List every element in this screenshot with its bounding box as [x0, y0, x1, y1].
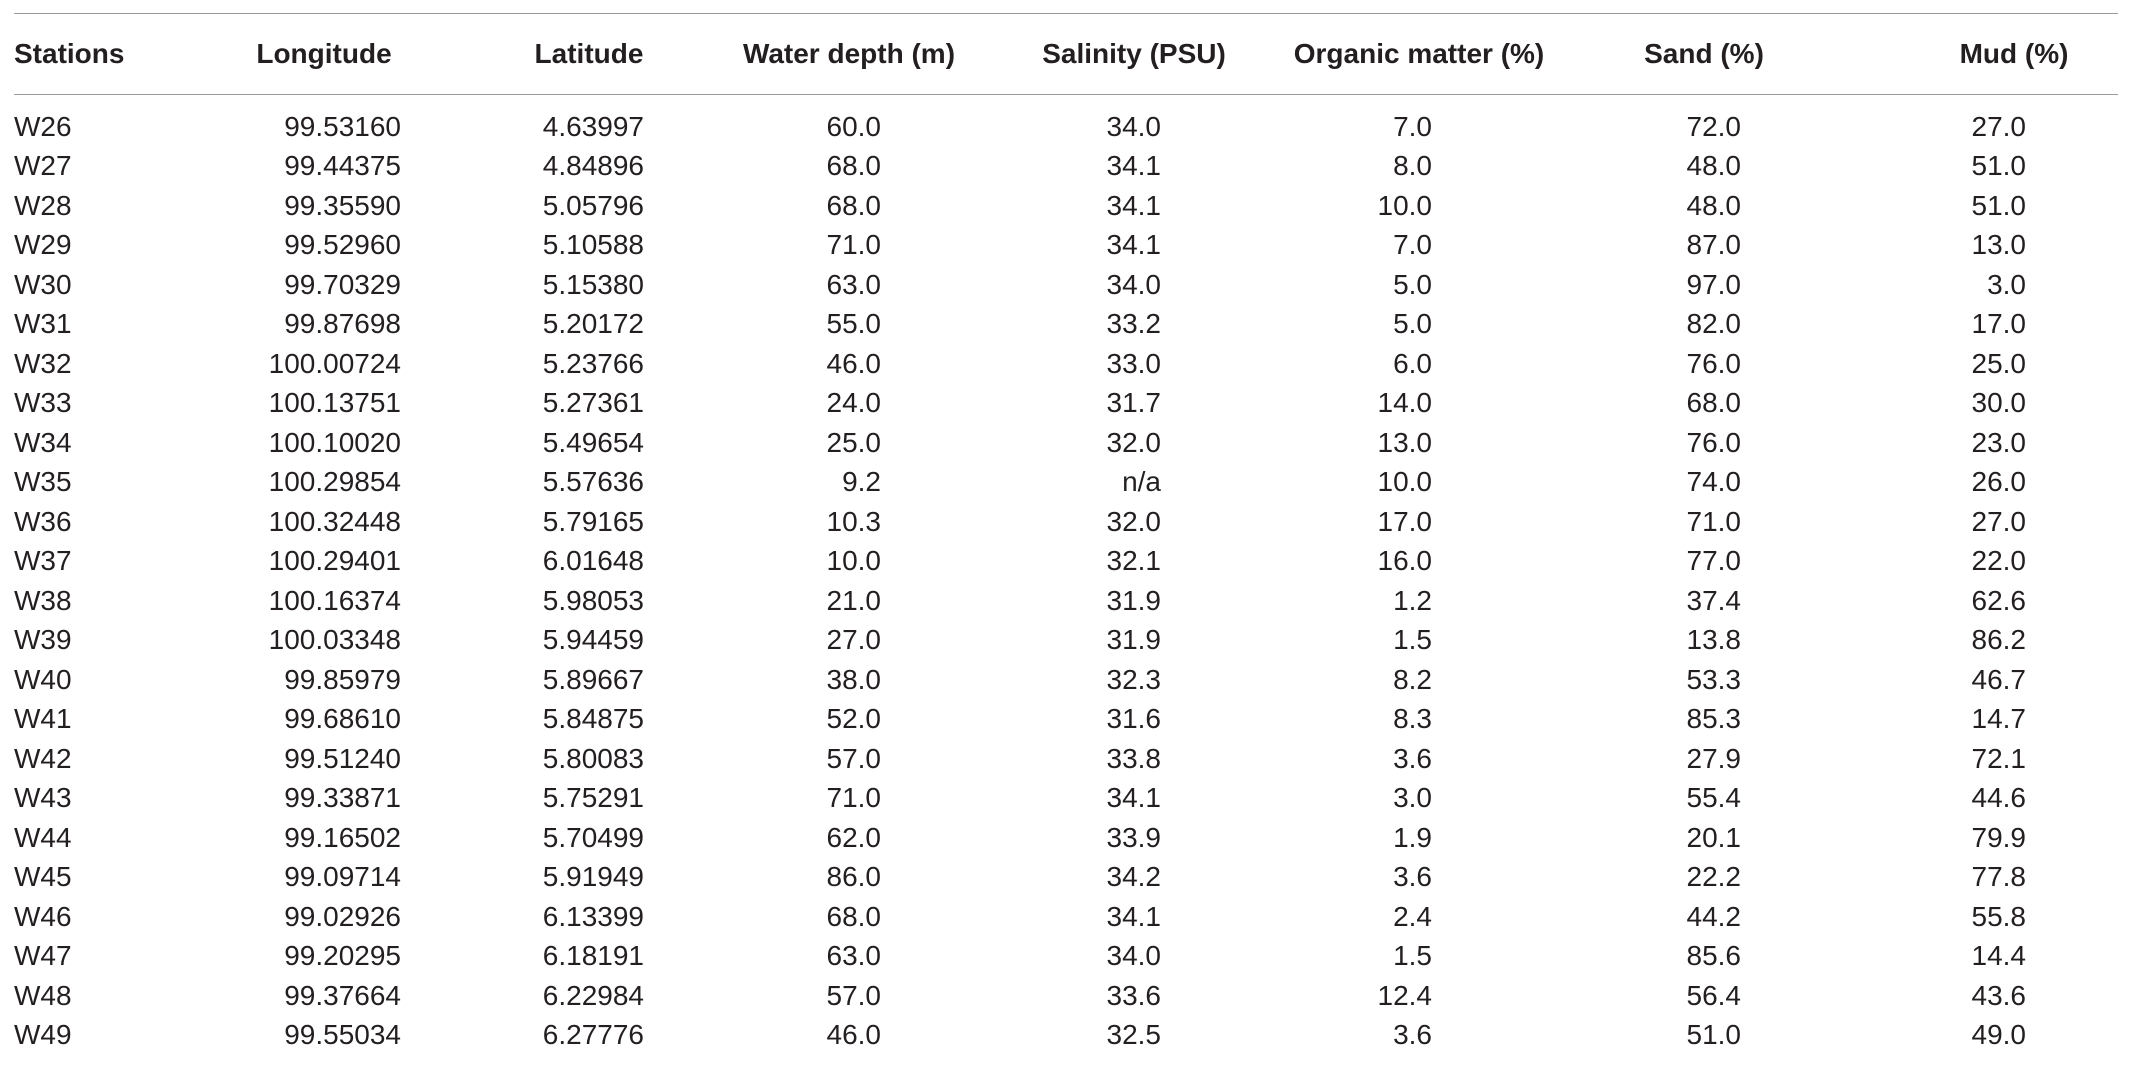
cell-salinity: 32.5	[1106, 1019, 1161, 1051]
cell-mud: 79.9	[1971, 821, 2026, 853]
cell-organic-matter: 8.0	[1393, 150, 1432, 182]
cell-organic-matter: 8.3	[1393, 703, 1432, 735]
table-row	[14, 463, 2118, 503]
header-latitude: Latitude	[534, 38, 644, 69]
cell-mud: 27.0	[1971, 505, 2026, 537]
cell-latitude: 5.10588	[542, 229, 644, 261]
cell-water-depth: 38.0	[826, 663, 881, 695]
cell-mud: 51.0	[1971, 150, 2026, 182]
cell-mud: 3.0	[1987, 268, 2026, 300]
cell-water-depth: 62.0	[826, 821, 881, 853]
cell-salinity: 33.6	[1106, 979, 1161, 1011]
cell-organic-matter: 1.9	[1393, 821, 1432, 853]
header-mud: Mud (%)	[1959, 38, 2069, 69]
cell-station: W44	[14, 821, 72, 853]
cell-sand: 51.0	[1686, 1019, 1741, 1051]
cell-longitude: 99.02926	[284, 900, 401, 932]
cell-longitude: 99.33871	[284, 782, 401, 814]
cell-station: W36	[14, 505, 72, 537]
cell-longitude: 100.16374	[268, 584, 401, 616]
cell-mud: 27.0	[1971, 110, 2026, 142]
cell-latitude: 5.70499	[542, 821, 644, 853]
table-row	[14, 739, 2118, 779]
cell-longitude: 99.44375	[284, 150, 401, 182]
cell-sand: 22.2	[1686, 861, 1741, 893]
cell-organic-matter: 8.2	[1393, 663, 1432, 695]
cell-station: W31	[14, 308, 72, 340]
cell-station: W43	[14, 782, 72, 814]
cell-longitude: 99.55034	[284, 1019, 401, 1051]
cell-longitude: 100.03348	[268, 624, 401, 656]
cell-salinity: 31.9	[1106, 624, 1161, 656]
cell-water-depth: 24.0	[826, 387, 881, 419]
cell-station: W41	[14, 703, 72, 735]
cell-latitude: 5.49654	[542, 426, 644, 458]
cell-water-depth: 21.0	[826, 584, 881, 616]
cell-sand: 87.0	[1686, 229, 1741, 261]
cell-organic-matter: 5.0	[1393, 308, 1432, 340]
header-salinity: Salinity (PSU)	[1042, 38, 1226, 69]
cell-latitude: 6.18191	[542, 940, 644, 972]
cell-station: W47	[14, 940, 72, 972]
cell-mud: 14.7	[1971, 703, 2026, 735]
cell-mud: 23.0	[1971, 426, 2026, 458]
cell-water-depth: 68.0	[826, 900, 881, 932]
cell-longitude: 99.37664	[284, 979, 401, 1011]
cell-sand: 77.0	[1686, 545, 1741, 577]
cell-sand: 85.6	[1686, 940, 1741, 972]
cell-mud: 55.8	[1971, 900, 2026, 932]
cell-organic-matter: 3.6	[1393, 742, 1432, 774]
cell-water-depth: 57.0	[826, 742, 881, 774]
cell-organic-matter: 6.0	[1393, 347, 1432, 379]
header-stations: Stations	[14, 38, 125, 69]
cell-longitude: 100.13751	[268, 387, 401, 419]
cell-water-depth: 55.0	[826, 308, 881, 340]
cell-latitude: 5.20172	[542, 308, 644, 340]
cell-salinity: 31.7	[1106, 387, 1161, 419]
cell-organic-matter: 1.5	[1393, 624, 1432, 656]
table-row	[14, 779, 2118, 819]
cell-latitude: 4.84896	[542, 150, 644, 182]
cell-sand: 27.9	[1686, 742, 1741, 774]
cell-salinity: 34.1	[1106, 150, 1161, 182]
table-row	[14, 107, 2118, 147]
cell-organic-matter: 12.4	[1377, 979, 1432, 1011]
cell-station: W35	[14, 466, 72, 498]
cell-mud: 77.8	[1971, 861, 2026, 893]
cell-latitude: 6.13399	[542, 900, 644, 932]
cell-organic-matter: 17.0	[1377, 505, 1432, 537]
cell-longitude: 99.35590	[284, 189, 401, 221]
header-organic-matter: Organic matter (%)	[1293, 38, 1545, 69]
table-row	[14, 581, 2118, 621]
cell-longitude: 99.20295	[284, 940, 401, 972]
cell-organic-matter: 1.5	[1393, 940, 1432, 972]
cell-mud: 25.0	[1971, 347, 2026, 379]
cell-salinity: 34.1	[1106, 229, 1161, 261]
cell-latitude: 5.79165	[542, 505, 644, 537]
cell-organic-matter: 7.0	[1393, 110, 1432, 142]
cell-water-depth: 71.0	[826, 229, 881, 261]
cell-salinity: 34.2	[1106, 861, 1161, 893]
table-row	[14, 186, 2118, 226]
cell-station: W30	[14, 268, 72, 300]
cell-organic-matter: 13.0	[1377, 426, 1432, 458]
cell-salinity: 33.9	[1106, 821, 1161, 853]
cell-mud: 51.0	[1971, 189, 2026, 221]
cell-longitude: 99.09714	[284, 861, 401, 893]
cell-sand: 44.2	[1686, 900, 1741, 932]
cell-sand: 85.3	[1686, 703, 1741, 735]
cell-mud: 62.6	[1971, 584, 2026, 616]
cell-latitude: 6.27776	[542, 1019, 644, 1051]
cell-latitude: 5.05796	[542, 189, 644, 221]
cell-station: W40	[14, 663, 72, 695]
cell-salinity: 31.9	[1106, 584, 1161, 616]
cell-mud: 44.6	[1971, 782, 2026, 814]
cell-latitude: 5.23766	[542, 347, 644, 379]
cell-station: W49	[14, 1019, 72, 1051]
cell-sand: 82.0	[1686, 308, 1741, 340]
cell-station: W37	[14, 545, 72, 577]
cell-organic-matter: 14.0	[1377, 387, 1432, 419]
cell-station: W29	[14, 229, 72, 261]
cell-longitude: 99.51240	[284, 742, 401, 774]
cell-latitude: 5.75291	[542, 782, 644, 814]
cell-longitude: 99.68610	[284, 703, 401, 735]
data-table	[14, 13, 2118, 1055]
cell-station: W34	[14, 426, 72, 458]
cell-water-depth: 10.3	[826, 505, 881, 537]
table-row	[14, 937, 2118, 977]
table-row	[14, 621, 2118, 661]
cell-station: W45	[14, 861, 72, 893]
cell-water-depth: 63.0	[826, 940, 881, 972]
cell-salinity: 34.1	[1106, 189, 1161, 221]
cell-latitude: 5.80083	[542, 742, 644, 774]
table-row	[14, 502, 2118, 542]
cell-longitude: 100.29854	[268, 466, 401, 498]
cell-longitude: 100.10020	[268, 426, 401, 458]
table-row	[14, 542, 2118, 582]
cell-sand: 48.0	[1686, 189, 1741, 221]
cell-station: W42	[14, 742, 72, 774]
cell-water-depth: 27.0	[826, 624, 881, 656]
cell-organic-matter: 5.0	[1393, 268, 1432, 300]
cell-sand: 13.8	[1686, 624, 1741, 656]
table-row	[14, 976, 2118, 1016]
cell-water-depth: 68.0	[826, 189, 881, 221]
cell-longitude: 99.16502	[284, 821, 401, 853]
cell-sand: 48.0	[1686, 150, 1741, 182]
cell-water-depth: 10.0	[826, 545, 881, 577]
cell-salinity: 34.1	[1106, 782, 1161, 814]
table-row	[14, 660, 2118, 700]
cell-mud: 14.4	[1971, 940, 2026, 972]
cell-salinity: 31.6	[1106, 703, 1161, 735]
cell-salinity: 34.0	[1106, 268, 1161, 300]
cell-salinity: n/a	[1122, 466, 1161, 498]
cell-water-depth: 25.0	[826, 426, 881, 458]
cell-organic-matter: 2.4	[1393, 900, 1432, 932]
cell-sand: 37.4	[1686, 584, 1741, 616]
cell-mud: 49.0	[1971, 1019, 2026, 1051]
cell-station: W48	[14, 979, 72, 1011]
cell-sand: 74.0	[1686, 466, 1741, 498]
cell-salinity: 34.0	[1106, 110, 1161, 142]
cell-sand: 76.0	[1686, 426, 1741, 458]
table-row	[14, 265, 2118, 305]
cell-salinity: 34.1	[1106, 900, 1161, 932]
cell-longitude: 100.00724	[268, 347, 401, 379]
cell-salinity: 33.0	[1106, 347, 1161, 379]
cell-salinity: 32.3	[1106, 663, 1161, 695]
cell-water-depth: 52.0	[826, 703, 881, 735]
cell-longitude: 99.70329	[284, 268, 401, 300]
cell-sand: 72.0	[1686, 110, 1741, 142]
cell-latitude: 5.94459	[542, 624, 644, 656]
cell-latitude: 5.98053	[542, 584, 644, 616]
cell-mud: 17.0	[1971, 308, 2026, 340]
cell-salinity: 34.0	[1106, 940, 1161, 972]
cell-organic-matter: 16.0	[1377, 545, 1432, 577]
cell-sand: 53.3	[1686, 663, 1741, 695]
table-row	[14, 344, 2118, 384]
cell-sand: 55.4	[1686, 782, 1741, 814]
cell-salinity: 32.0	[1106, 426, 1161, 458]
cell-station: W26	[14, 110, 72, 142]
cell-sand: 56.4	[1686, 979, 1741, 1011]
table-row	[14, 818, 2118, 858]
cell-latitude: 5.15380	[542, 268, 644, 300]
cell-salinity: 32.0	[1106, 505, 1161, 537]
table-row	[14, 423, 2118, 463]
header-longitude: Longitude	[256, 38, 392, 69]
cell-water-depth: 68.0	[826, 150, 881, 182]
cell-water-depth: 9.2	[842, 466, 881, 498]
cell-station: W32	[14, 347, 72, 379]
cell-organic-matter: 7.0	[1393, 229, 1432, 261]
cell-organic-matter: 3.6	[1393, 1019, 1432, 1051]
cell-water-depth: 63.0	[826, 268, 881, 300]
cell-organic-matter: 10.0	[1377, 466, 1432, 498]
cell-latitude: 5.91949	[542, 861, 644, 893]
cell-mud: 30.0	[1971, 387, 2026, 419]
cell-salinity: 33.8	[1106, 742, 1161, 774]
cell-longitude: 100.29401	[268, 545, 401, 577]
cell-mud: 46.7	[1971, 663, 2026, 695]
cell-mud: 72.1	[1971, 742, 2026, 774]
cell-sand: 71.0	[1686, 505, 1741, 537]
cell-longitude: 100.32448	[268, 505, 401, 537]
cell-station: W46	[14, 900, 72, 932]
cell-latitude: 5.89667	[542, 663, 644, 695]
cell-longitude: 99.52960	[284, 229, 401, 261]
cell-mud: 43.6	[1971, 979, 2026, 1011]
cell-water-depth: 46.0	[826, 1019, 881, 1051]
table-row	[14, 226, 2118, 266]
cell-latitude: 5.57636	[542, 466, 644, 498]
cell-latitude: 6.22984	[542, 979, 644, 1011]
cell-water-depth: 57.0	[826, 979, 881, 1011]
table-header-row	[14, 14, 2118, 94]
cell-longitude: 99.87698	[284, 308, 401, 340]
cell-sand: 20.1	[1686, 821, 1741, 853]
table-row	[14, 384, 2118, 424]
cell-organic-matter: 3.6	[1393, 861, 1432, 893]
table-row	[14, 1016, 2118, 1056]
cell-mud: 13.0	[1971, 229, 2026, 261]
cell-longitude: 99.53160	[284, 110, 401, 142]
cell-latitude: 5.27361	[542, 387, 644, 419]
header-sand: Sand (%)	[1644, 38, 1764, 69]
cell-mud: 86.2	[1971, 624, 2026, 656]
cell-mud: 22.0	[1971, 545, 2026, 577]
cell-organic-matter: 10.0	[1377, 189, 1432, 221]
cell-salinity: 32.1	[1106, 545, 1161, 577]
table-row	[14, 858, 2118, 898]
cell-latitude: 6.01648	[542, 545, 644, 577]
table-row	[14, 897, 2118, 937]
cell-sand: 68.0	[1686, 387, 1741, 419]
cell-latitude: 5.84875	[542, 703, 644, 735]
cell-sand: 76.0	[1686, 347, 1741, 379]
cell-station: W27	[14, 150, 72, 182]
cell-water-depth: 46.0	[826, 347, 881, 379]
cell-latitude: 4.63997	[542, 110, 644, 142]
table-row	[14, 147, 2118, 187]
cell-water-depth: 60.0	[826, 110, 881, 142]
cell-organic-matter: 1.2	[1393, 584, 1432, 616]
cell-station: W38	[14, 584, 72, 616]
cell-station: W39	[14, 624, 72, 656]
header-water-depth: Water depth (m)	[742, 38, 956, 69]
cell-mud: 26.0	[1971, 466, 2026, 498]
cell-water-depth: 71.0	[826, 782, 881, 814]
cell-organic-matter: 3.0	[1393, 782, 1432, 814]
cell-station: W28	[14, 189, 72, 221]
table-body	[14, 95, 2118, 1055]
cell-water-depth: 86.0	[826, 861, 881, 893]
table-row	[14, 305, 2118, 345]
cell-sand: 97.0	[1686, 268, 1741, 300]
cell-longitude: 99.85979	[284, 663, 401, 695]
cell-salinity: 33.2	[1106, 308, 1161, 340]
cell-station: W33	[14, 387, 72, 419]
table-row	[14, 700, 2118, 740]
